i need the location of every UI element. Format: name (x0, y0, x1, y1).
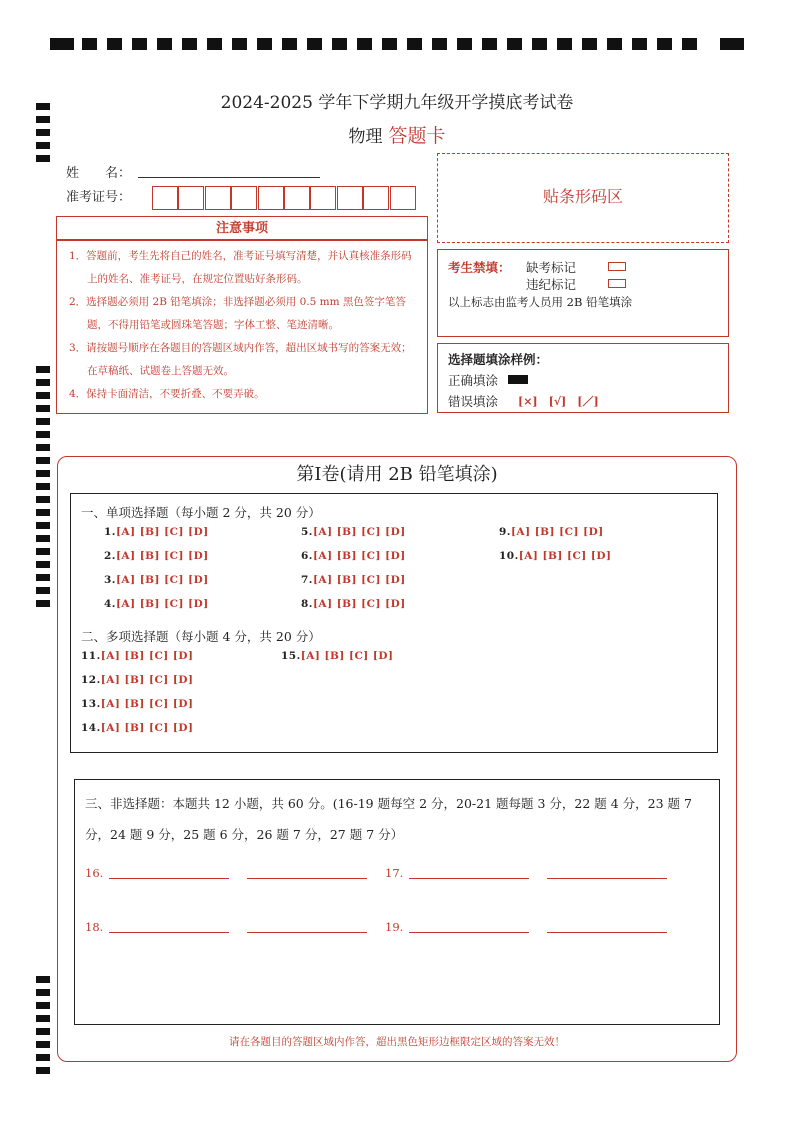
q17-blank-2[interactable] (547, 878, 667, 879)
fill-example-box (437, 343, 729, 413)
subject-title (0, 121, 794, 148)
timing-mark (36, 418, 50, 425)
timing-mark (36, 989, 50, 996)
timing-mark (307, 38, 322, 50)
question-number: 4. (104, 598, 116, 610)
answer-options[interactable]: [A] [B] [C] [D] (100, 698, 194, 710)
multi-choice-heading: 二、多项选择题（每小题 4 分，共 20 分） (81, 629, 321, 644)
q18-blank-2[interactable] (247, 932, 367, 933)
exam-id-digit-box[interactable] (178, 186, 204, 210)
timing-mark (407, 38, 422, 50)
timing-mark (36, 561, 50, 568)
timing-mark (36, 548, 50, 555)
choice-question[interactable] (81, 650, 193, 662)
choice-question[interactable] (301, 526, 406, 538)
correct-fill-sample (508, 375, 528, 384)
exam-id-digit-box[interactable] (337, 186, 363, 210)
prohibited-box (437, 249, 729, 337)
answer-options[interactable]: [A] [B] [C] [D] (300, 650, 394, 662)
timing-mark (682, 38, 697, 50)
notes-box (56, 240, 428, 414)
timing-mark (36, 1054, 50, 1061)
non-choice-section (74, 779, 720, 1025)
choice-question[interactable] (499, 526, 604, 538)
timing-mark (657, 38, 672, 50)
question-number: 12. (81, 674, 101, 686)
timing-mark (257, 38, 272, 50)
q18-label: 18. (85, 920, 104, 934)
violation-label: 违纪标记 (526, 277, 577, 292)
exam-id-digit-box[interactable] (152, 186, 178, 210)
q17-blank-1[interactable] (409, 878, 529, 879)
exam-id-digit-box[interactable] (258, 186, 284, 210)
timing-mark (282, 38, 297, 50)
answer-options[interactable]: [A] [B] [C] [D] (115, 526, 209, 538)
choice-question[interactable] (301, 550, 406, 562)
timing-mark (36, 392, 50, 399)
q17-label: 17. (385, 866, 404, 880)
timing-mark (382, 38, 397, 50)
q19-blank-1[interactable] (409, 932, 529, 933)
exam-id-digit-box[interactable] (310, 186, 336, 210)
note-item: 4．保持卡面清洁，不要折叠、不要弄破。 (69, 388, 265, 400)
timing-mark (182, 38, 197, 50)
timing-mark (36, 535, 50, 542)
non-choice-heading-1: 三、非选择题：本题共 12 小题，共 60 分。(16-19 题每空 2 分，20-21 题每题 3 分，22 题 4 分，23 题 7 (85, 796, 692, 811)
exam-id-label: 准考证号： (66, 190, 132, 205)
timing-mark (557, 38, 572, 50)
question-number: 5. (301, 526, 313, 538)
timing-mark (36, 444, 50, 451)
choice-question[interactable] (301, 598, 406, 610)
timing-mark (36, 587, 50, 594)
timing-mark (507, 38, 522, 50)
answer-options[interactable]: [A] [B] [C] [D] (100, 674, 194, 686)
timing-mark (36, 379, 50, 386)
prohibited-note: 以上标志由监考人员用 2B 铅笔填涂 (448, 295, 633, 309)
exam-id-digit-box[interactable] (231, 186, 257, 210)
q19-label: 19. (385, 920, 404, 934)
question-number: 13. (81, 698, 101, 710)
timing-mark (132, 38, 147, 50)
choice-question[interactable] (81, 674, 193, 686)
violation-mark-box[interactable] (608, 279, 626, 288)
choice-question[interactable] (104, 574, 209, 586)
note-item: 3．请按题号顺序在各题目的答题区域内作答，超出区域书写的答案无效；在草稿纸、试题卷上答题无效。 (69, 342, 412, 377)
choice-question[interactable] (104, 550, 209, 562)
q16-blank-1[interactable] (109, 878, 229, 879)
answer-options[interactable]: [A] [B] [C] [D] (115, 550, 209, 562)
question-number: 1. (104, 526, 116, 538)
timing-mark (36, 976, 50, 983)
exam-id-digit-box[interactable] (363, 186, 389, 210)
answer-card-label: 答题卡 (388, 125, 446, 147)
exam-id-digit-box[interactable] (390, 186, 416, 210)
single-choice-heading: 一、单项选择题（每小题 2 分，共 20 分） (81, 505, 321, 520)
wrong-fill-samples: [×] [√] [／] (518, 395, 599, 408)
correct-fill-label: 正确填涂 (448, 373, 499, 388)
choice-question[interactable] (281, 650, 393, 662)
timing-mark (107, 38, 122, 50)
timing-mark (36, 431, 50, 438)
answer-options[interactable]: [A] [B] [C] [D] (100, 650, 194, 662)
timing-mark (82, 38, 97, 50)
timing-mark (36, 509, 50, 516)
fill-example-title: 选择题填涂样例： (448, 352, 549, 367)
timing-mark (36, 496, 50, 503)
exam-id-digit-box[interactable] (205, 186, 231, 210)
barcode-label: 贴条形码区 (542, 187, 623, 206)
timing-mark (332, 38, 347, 50)
answer-options[interactable]: [A] [B] [C] [D] (518, 550, 612, 562)
timing-mark (532, 38, 547, 50)
timing-mark (432, 38, 447, 50)
name-field[interactable] (138, 177, 320, 178)
timing-mark (357, 38, 372, 50)
question-number: 10. (499, 550, 519, 562)
q16-label: 16. (85, 866, 104, 880)
barcode-area (437, 153, 729, 243)
note-item: 2．选择题必须用 2B 铅笔填涂；非选择题必须用 0.5 mm 黑色签字笔答题，不得用铅笔或圆珠笔答题；字体工整、笔迹清晰。 (69, 296, 406, 331)
note-item: 1．答题前，考生先将自己的姓名，准考证号填写清楚，并认真核准条形码上的姓名、准考证号，在规定位置贴好条形码。 (69, 250, 412, 285)
q18-blank-1[interactable] (109, 932, 229, 933)
answer-options[interactable]: [A] [B] [C] [D] (115, 598, 209, 610)
non-choice-heading-2: 分，24 题 9 分，25 题 6 分，26 题 7 分，27 题 7 分） (85, 827, 404, 842)
choice-question[interactable] (499, 550, 611, 562)
answer-options[interactable]: [A] [B] [C] [D] (100, 722, 194, 734)
top-timing-marks (50, 38, 746, 52)
timing-mark (482, 38, 497, 50)
timing-mark (607, 38, 622, 50)
choice-question[interactable] (81, 698, 193, 710)
exam-id-digit-box[interactable] (284, 186, 310, 210)
timing-mark (207, 38, 222, 50)
timing-mark (457, 38, 472, 50)
subject-name: 物理 (348, 127, 383, 147)
timing-mark (36, 600, 50, 607)
timing-mark (157, 38, 172, 50)
question-number: 8. (301, 598, 313, 610)
footer-note: 请在各题目的答题区域内作答，超出黑色矩形边框限定区域的答案无效！ (229, 1036, 565, 1048)
timing-mark (36, 1015, 50, 1022)
answer-options[interactable]: [A] [B] [C] [D] (312, 598, 406, 610)
name-label: 姓 名： (66, 166, 132, 181)
q19-blank-2[interactable] (547, 932, 667, 933)
question-number: 3. (104, 574, 116, 586)
timing-mark (36, 574, 50, 581)
answer-options[interactable]: [A] [B] [C] [D] (312, 526, 406, 538)
choice-question[interactable] (81, 722, 193, 734)
choice-question[interactable] (104, 526, 209, 538)
question-number: 6. (301, 550, 313, 562)
timing-mark (632, 38, 647, 50)
absent-label: 缺考标记 (526, 260, 577, 275)
answer-options[interactable]: [A] [B] [C] [D] (510, 526, 604, 538)
absent-mark-box[interactable] (608, 262, 626, 271)
part1-title: 第Ⅰ卷(请用 2B 铅笔填涂) (296, 464, 498, 485)
choice-question[interactable] (104, 598, 209, 610)
timing-mark (36, 522, 50, 529)
timing-mark (232, 38, 247, 50)
prohibited-title: 考生禁填： (448, 260, 511, 275)
timing-mark (50, 38, 74, 50)
choice-question[interactable] (301, 574, 406, 586)
question-number: 14. (81, 722, 101, 734)
question-number: 11. (81, 650, 101, 662)
answer-options[interactable]: [A] [B] [C] [D] (115, 574, 209, 586)
answer-options[interactable]: [A] [B] [C] [D] (312, 550, 406, 562)
timing-mark (582, 38, 597, 50)
wrong-fill-label: 错误填涂 (448, 394, 499, 409)
question-number: 15. (281, 650, 301, 662)
notes-title: 注意事项 (56, 216, 428, 240)
question-number: 7. (301, 574, 313, 586)
timing-mark (36, 1002, 50, 1009)
exam-title: 2024-2025 学年下学期九年级开学摸底考试卷 (220, 93, 574, 113)
timing-mark (36, 366, 50, 373)
timing-mark (36, 1067, 50, 1074)
timing-mark (36, 155, 50, 162)
q16-blank-2[interactable] (247, 878, 367, 879)
answer-options[interactable]: [A] [B] [C] [D] (312, 574, 406, 586)
question-number: 2. (104, 550, 116, 562)
timing-mark (36, 405, 50, 412)
choice-section (70, 493, 718, 753)
question-number: 9. (499, 526, 511, 538)
timing-mark (720, 38, 744, 50)
